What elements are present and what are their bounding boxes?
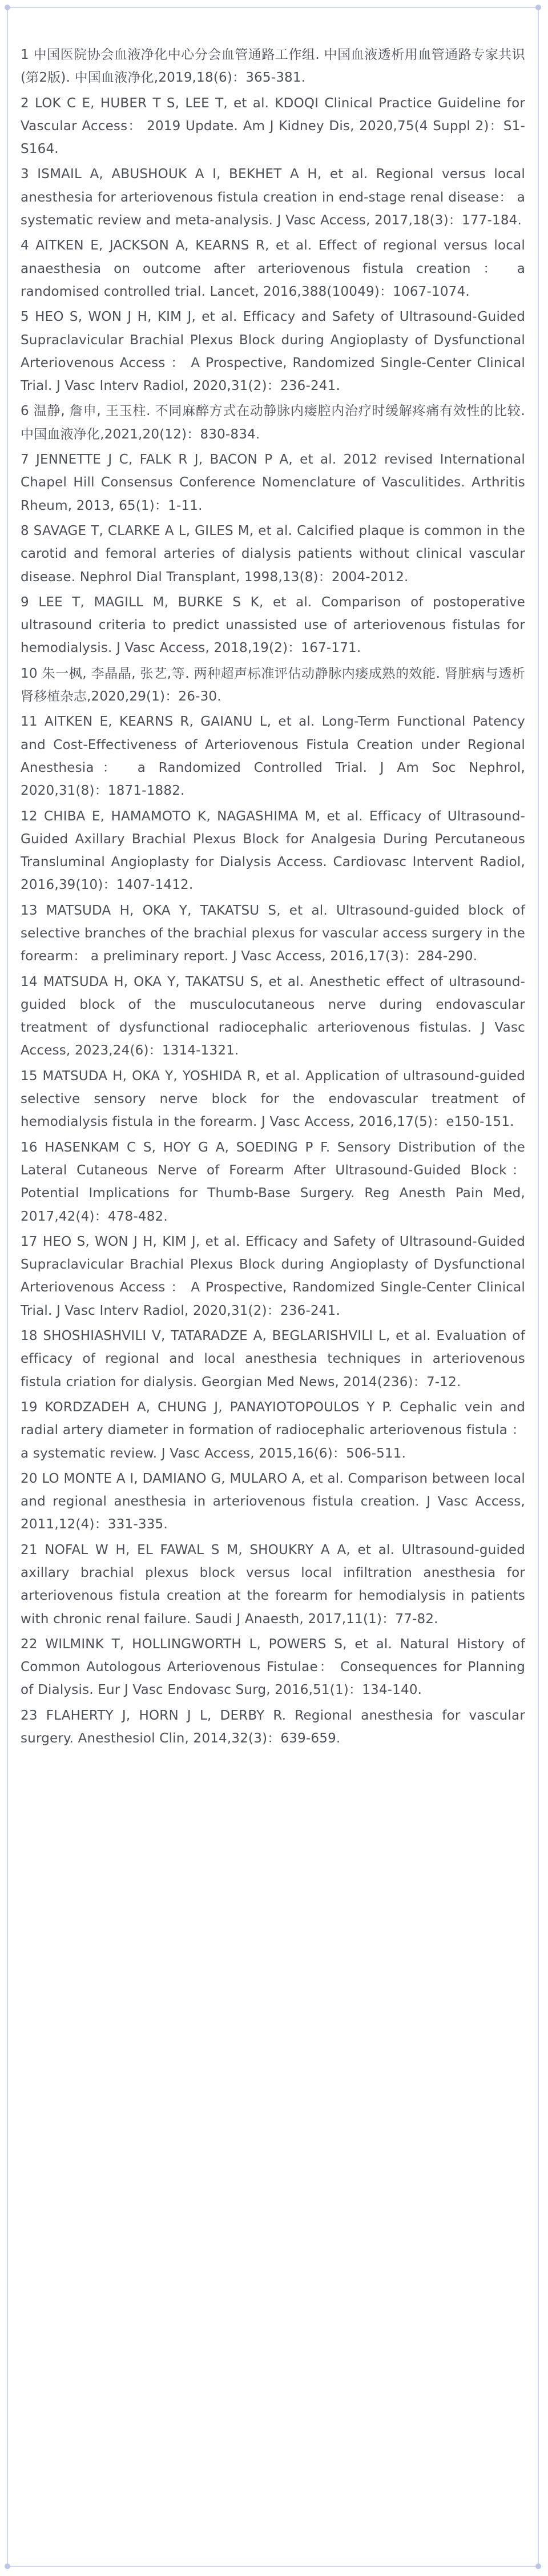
corner-dot-bottom-right	[535, 2563, 541, 2569]
reference-item-7: 7 JENNETTE J C, FALK R J, BACON P A, et al. 2012 revised International Chapel Hill Consensus Conference Nomenclature of Vasculitides. Arthritis Rheum, 2013, 65(1)：1-11.	[21, 452, 525, 513]
reference-item-4: 4 AITKEN E, JACKSON A, KEARNS R, et al. Effect of regional versus local anaesthesia on outcome after arteriovenous fistula creation ： a randomised controlled trial. Lancet, 2016,388(10049)：1067-1074.	[21, 238, 525, 299]
reference-item-10: 10 朱一枫, 李晶晶, 张艺,等. 两种超声标准评估动静脉内瘘成熟的效能. 肾脏病与透析肾移植杂志,2020,29(1)：26-30.	[21, 666, 525, 705]
reference-item-14: 14 MATSUDA H, OKA Y, TAKATSU S, et al. Anesthetic effect of ultrasound-guided block of the musculocutaneous nerve during endovascular treatment of dysfunctional radiocephalic arteriovenous fistulas. J Vasc Access, 2023,24(6)：1314-1321.	[21, 974, 525, 1058]
reference-item-22: 22 WILMINK T, HOLLINGWORTH L, POWERS S, et al. Natural History of Common Autologous Arteriovenous Fistulae： Consequences for Planning of Dialysis. Eur J Vasc Endovasc Surg, 2016,51(1)：134-140.	[21, 1636, 525, 1698]
reference-item-13: 13 MATSUDA H, OKA Y, TAKATSU S, et al. Ultrasound-guided block of selective branches of the brachial plexus for vascular access surgery in the forearm： a preliminary report. J Vasc Access, 2016,17(3)：284-290.	[21, 903, 525, 964]
reference-item-9: 9 LEE T, MAGILL M, BURKE S K, et al. Comparison of postoperative ultrasound criteria to predict unassisted use of arteriovenous fistulas for hemodialysis. J Vasc Access, 2018,19(2)：167-171.	[21, 594, 525, 656]
corner-dot-top-left	[5, 5, 10, 10]
reference-item-11: 11 AITKEN E, KEARNS R, GAIANU L, et al. Long-Term Functional Patency and Cost-Effectiveness of Arteriovenous Fistula Creation under Regional Anesthesia： a Randomized Controlled Trial. J Am Soc Nephrol, 2020,31(8)：1871-1882.	[21, 714, 525, 799]
corner-dot-top-right	[535, 5, 541, 10]
reference-item-23: 23 FLAHERTY J, HORN J L, DERBY R. Regional anesthesia for vascular surgery. Anesthesiol Clin, 2014,32(3)：639-659.	[21, 1708, 525, 1746]
reference-item-3: 3 ISMAIL A, ABUSHOUK A I, BEKHET A H, et al. Regional versus local anesthesia for arteriovenous fistula creation in end-stage renal disease： a systematic review and meta-analysis. J Vasc Access, 2017,18(3)：177-184.	[21, 167, 525, 228]
corner-dot-bottom-left	[5, 2563, 10, 2569]
reference-item-20: 20 LO MONTE A I, DAMIANO G, MULARO A, et al. Comparison between local and regional anesthesia in arteriovenous fistula creation. J Vasc Access, 2011,12(4)：331-335.	[21, 1471, 525, 1532]
reference-item-8: 8 SAVAGE T, CLARKE A L, GILES M, et al. Calcified plaque is common in the carotid and femoral arteries of dialysis patients without clinical vascular disease. Nephrol Dial Transplant, 1998,13(8)：2004-2012.	[21, 523, 525, 585]
reference-item-6: 6 温静, 詹申, 王玉柱. 不同麻醉方式在动静脉内瘘腔内治疗时缓解疼痛有效性的比较. 中国血液净化,2021,20(12)：830-834.	[21, 404, 525, 442]
reference-item-17: 17 HEO S, WON J H, KIM J, et al. Efficacy and Safety of Ultrasound-Guided Supraclavicular Brachial Plexus Block during Angioplasty of Dysfunctional Arteriovenous Access ： A Prospective, Randomized Single-Center Clinical Trial. J Vasc Interv Radiol, 2020,31(2)：236-241.	[21, 1234, 525, 1318]
reference-item-18: 18 SHOSHIASHVILI V, TATARADZE A, BEGLARISHVILI L, et al. Evaluation of efficacy of regional and local anesthesia techniques in arteriovenous fistula criation for dialysis. Georgian Med News, 2014(236)：7-12.	[21, 1329, 525, 1390]
reference-item-19: 19 KORDZADEH A, CHUNG J, PANAYIOTOPOULOS Y P. Cephalic vein and radial artery diameter in formation of radiocephalic arteriovenous fistula ： a systematic review. J Vasc Access, 2015,16(6)：506-511.	[21, 1399, 525, 1461]
reference-item-12: 12 CHIBA E, HAMAMOTO K, NAGASHIMA M, et al. Efficacy of Ultrasound-Guided Axillary Brachial Plexus Block for Analgesia During Percutaneous Transluminal Angioplasty for Dialysis Access. Cardiovasc Intervent Radiol, 2016,39(10)：1407-1412.	[21, 808, 525, 893]
reference-item-15: 15 MATSUDA H, OKA Y, YOSHIDA R, et al. Application of ultrasound-guided selective sensory nerve block for the endovascular treatment of hemodialysis fistula in the forearm. J Vasc Access, 2016,17(5)：e150-151.	[21, 1068, 525, 1130]
reference-item-21: 21 NOFAL W H, EL FAWAL S M, SHOUKRY A A, et al. Ultrasound-guided axillary brachial plexus block versus local infiltration anesthesia for arteriovenous fistula creation at the forearm for hemodialysis in patients with chronic renal failure. Saudi J Anaesth, 2017,11(1)：77-82.	[21, 1542, 525, 1627]
reference-item-2: 2 LOK C E, HUBER T S, LEE T, et al. KDOQI Clinical Practice Guideline for Vascular Access： 2019 Update. Am J Kidney Dis, 2020,75(4 Suppl 2)：S1-S164.	[21, 95, 525, 157]
reference-item-16: 16 HASENKAM C S, HOY G A, SOEDING P F. Sensory Distribution of the Lateral Cutaneous Nerve of Forearm After Ultrasound-Guided Block： Potential Implications for Thumb-Base Surgery. Reg Anesth Pain Med, 2017,42(4)：478-482.	[21, 1140, 525, 1224]
reference-list	[21, 43, 525, 1752]
reference-item-1: 1 中国医院协会血液净化中心分会血管通路工作组. 中国血液透析用血管通路专家共识(第2版). 中国血液净化,2019,18(6)：365-381.	[21, 47, 525, 86]
reference-item-5: 5 HEO S, WON J H, KIM J, et al. Efficacy and Safety of Ultrasound-Guided Supraclavicular Brachial Plexus Block during Angioplasty of Dysfunctional Arteriovenous Access ： A Prospective, Randomized Single-Center Clinical Trial. J Vasc Interv Radiol, 2020,31(2)：236-241.	[21, 309, 525, 394]
